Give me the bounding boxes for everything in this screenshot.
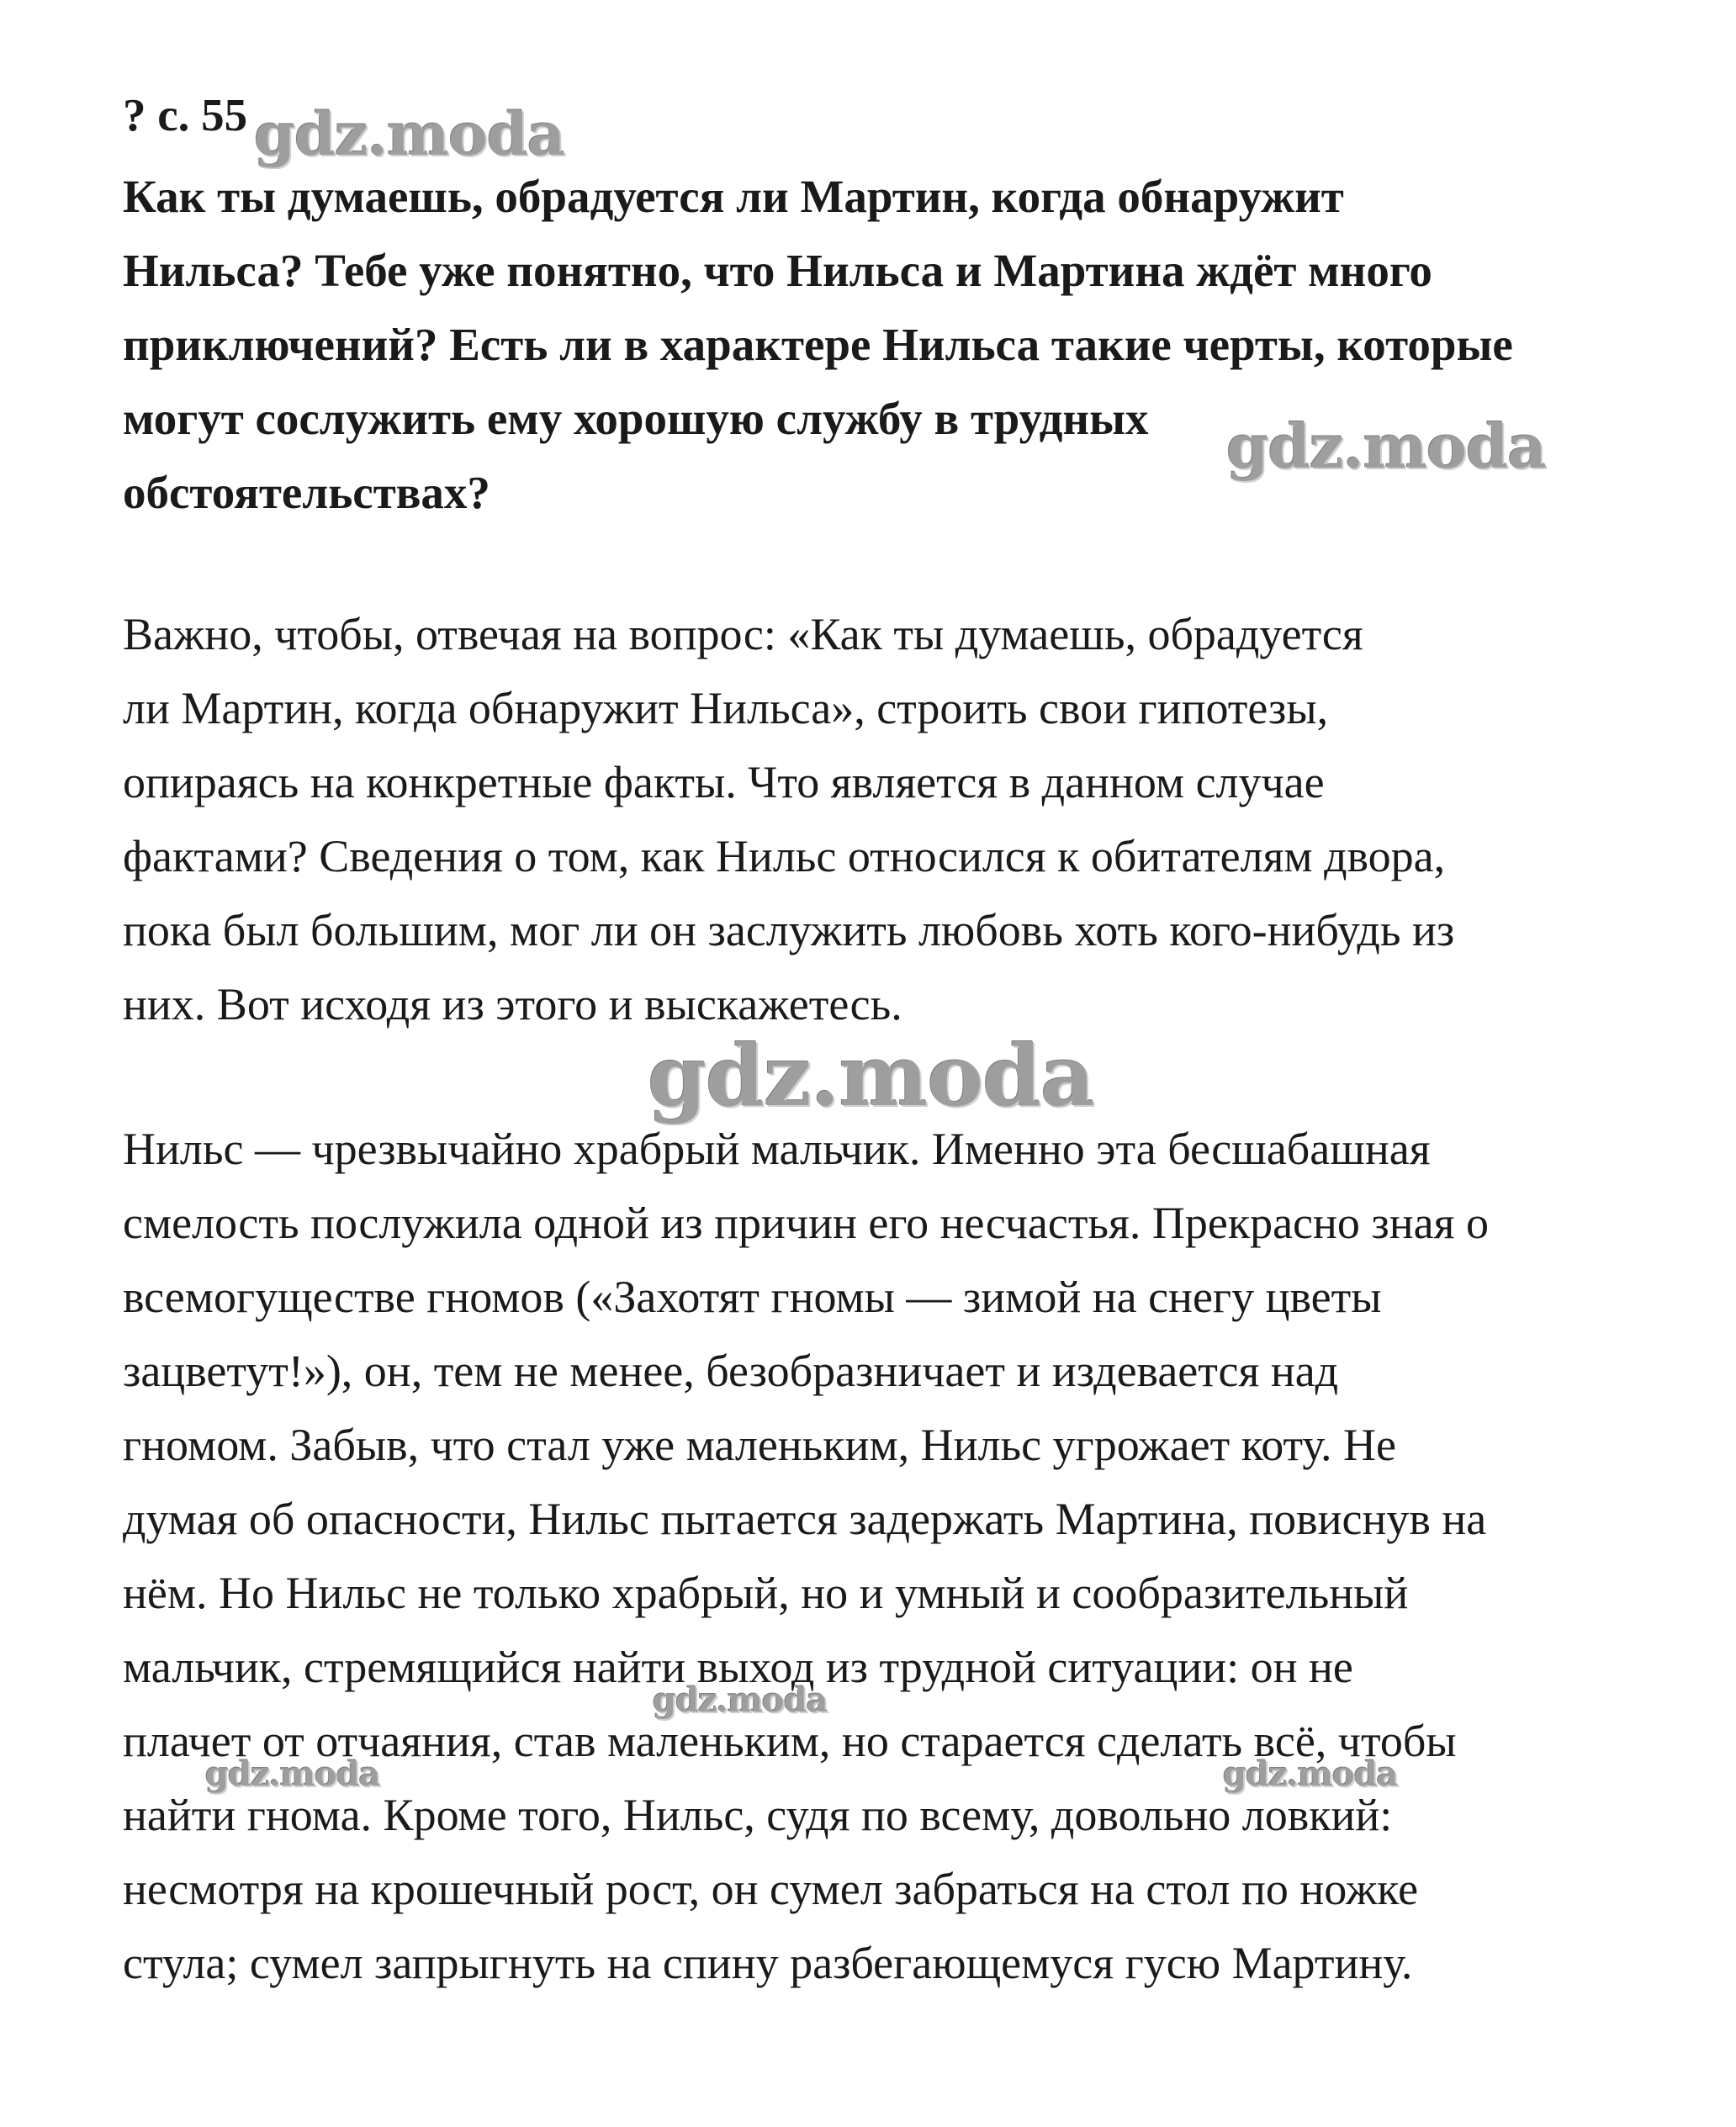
answer-line: гномом. Забыв, что стал уже маленьким, Нильс угрожает коту. Не: [123, 1420, 1396, 1470]
page-reference-heading: ? с. 55: [123, 89, 248, 140]
watermark: gdz.moda: [1226, 410, 1546, 482]
question-line: обстоятельствах?: [123, 467, 490, 518]
watermark: gdz.moda: [1223, 1754, 1398, 1794]
answer-line: опираясь на конкретные факты. Что является в данном случае: [123, 757, 1325, 807]
watermark: gdz.moda: [254, 99, 565, 169]
question-line: Как ты думаешь, обрадуется ли Мартин, когда обнаружит: [123, 171, 1344, 222]
answer-paragraph-1: [123, 597, 1662, 1041]
question-line: могут сослужить ему хорошую службу в трудных: [123, 393, 1149, 444]
answer-line: фактами? Сведения о том, как Нильс относился к обитателям двора,: [123, 831, 1446, 881]
answer-line: думая об опасности, Нильс пытается задержать Мартина, повиснув на: [123, 1494, 1487, 1544]
answer-line: всемогуществе гномов («Захотят гномы — зимой на снегу цветы: [123, 1272, 1382, 1322]
answer-line: смелость послужила одной из причин его несчастья. Прекрасно зная о: [123, 1198, 1489, 1248]
answer-line: них. Вот исходя из этого и выскажетесь.: [123, 979, 902, 1029]
watermark: gdz.moda: [653, 1680, 828, 1720]
watermark: gdz.moda: [648, 1026, 1094, 1125]
answer-line: ли Мартин, когда обнаружит Нильса», строить свои гипотезы,: [123, 683, 1329, 733]
answer-line: несмотря на крошечный рост, он сумел забраться на стол по ножке: [123, 1864, 1419, 1914]
watermark: gdz.moda: [205, 1754, 380, 1794]
answer-line: стула; сумел запрыгнуть на спину разбегающемуся гусю Мартину.: [123, 1938, 1413, 1988]
answer-line: Важно, чтобы, отвечая на вопрос: «Как ты думаешь, обрадуется: [123, 609, 1363, 659]
question-line: приключений? Есть ли в характере Нильса такие черты, которые: [123, 319, 1513, 370]
answer-line: пока был большим, мог ли он заслужить любовь хоть кого-нибудь из: [123, 905, 1455, 955]
question-line: Нильса? Тебе уже понятно, что Нильса и Мартина ждёт много: [123, 245, 1432, 296]
answer-paragraph-2: [123, 1112, 1662, 2000]
answer-line: Нильс — чрезвычайно храбрый мальчик. Именно эта бесшабашная: [123, 1124, 1431, 1174]
answer-line: плачет от отчаяния, став маленьким, но старается сделать всё, чтобы: [123, 1716, 1457, 1766]
answer-line: мальчик, стремящийся найти выход из трудной ситуации: он не: [123, 1642, 1353, 1692]
answer-line: зацветут!»), он, тем не менее, безобразничает и издевается над: [123, 1346, 1339, 1396]
answer-line: найти гнома. Кроме того, Нильс, судя по всему, довольно ловкий:: [123, 1790, 1393, 1840]
question-block: [123, 160, 1662, 530]
answer-line: нём. Но Нильс не только храбрый, но и умный и сообразительный: [123, 1568, 1409, 1618]
